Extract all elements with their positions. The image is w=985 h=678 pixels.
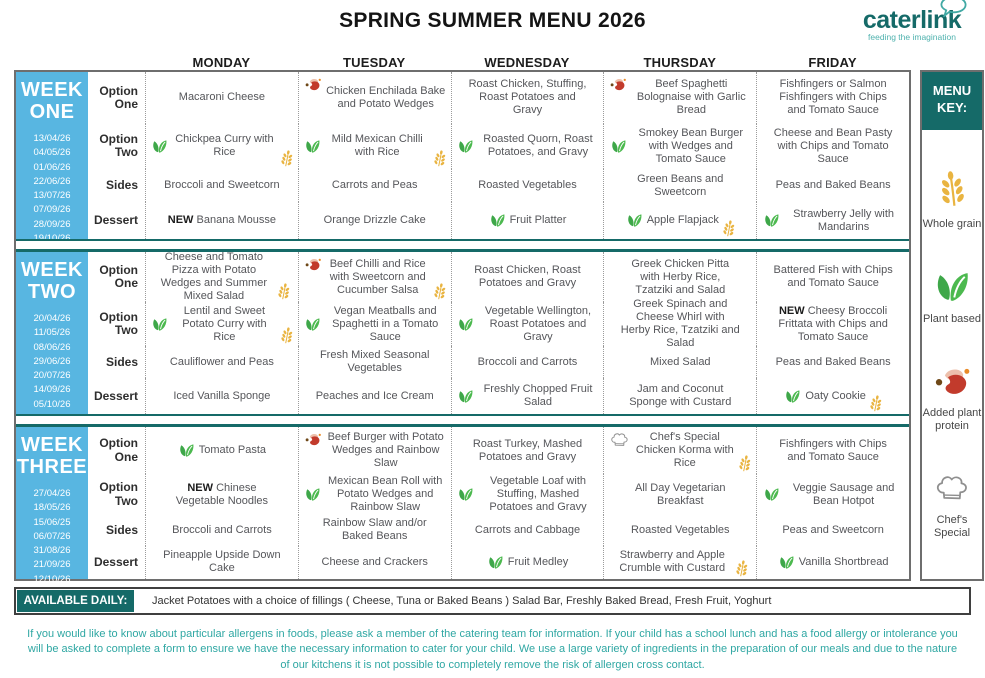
week-date: 01/06/26 xyxy=(33,161,71,173)
menu-grid xyxy=(14,70,911,585)
menu-item-text: Jam and Coconut Sponge with Custard xyxy=(629,383,732,409)
menu-key-item xyxy=(922,472,982,540)
menu-cell xyxy=(756,346,909,378)
available-daily-bar xyxy=(14,587,971,615)
plant-based-icon xyxy=(489,213,506,228)
menu-item-text: Greek Chicken Pitta with Herby Rice, Tzatziki and Salad xyxy=(631,257,730,296)
menu-cell xyxy=(756,427,909,474)
menu-item-text: Beef Chilli and Rice with Sweetcorn and Cucumber Salsa xyxy=(329,257,426,296)
page-title: SPRING SUMMER MENU 2026 xyxy=(339,9,646,32)
menu-item-text: Fishfingers with Chips and Tomato Sauce xyxy=(779,437,887,463)
menu-item-text: Roast Chicken, Roast Potatoes and Gravy xyxy=(474,264,581,290)
plant-based-icon xyxy=(304,317,321,332)
plant-based-icon xyxy=(487,555,504,570)
menu-item-text: Chef's Special Chicken Korma with Rice xyxy=(635,431,734,470)
row-label: Option Two xyxy=(99,132,138,160)
added-plant-protein-icon xyxy=(932,365,972,398)
menu-cell xyxy=(145,252,298,302)
plant-based-icon xyxy=(178,443,195,458)
menu-key-label: Whole grain xyxy=(922,217,982,230)
menu-item-text: Chicken Enchilada Bake and Potato Wedges xyxy=(326,84,446,110)
menu-cell xyxy=(298,427,451,474)
menu-cell xyxy=(451,427,604,474)
menu-item-text: Orange Drizzle Cake xyxy=(323,214,426,227)
menu-item-text: NEW Banana Mousse xyxy=(167,214,277,227)
menu-cell xyxy=(756,72,909,124)
week-date: 06/07/26 xyxy=(33,530,71,542)
plant-based-icon xyxy=(778,555,795,570)
week-date: 21/09/26 xyxy=(33,559,71,571)
menu-cell xyxy=(145,515,298,545)
menu-cell xyxy=(298,378,451,414)
menu-cell xyxy=(145,378,298,414)
menu-key-label: Chef's Special xyxy=(933,513,971,539)
week-dates xyxy=(16,132,88,246)
menu-item-text: Carrots and Peas xyxy=(331,179,418,192)
menu-cell xyxy=(145,169,298,202)
plant-based-icon xyxy=(610,139,627,154)
menu-cell xyxy=(451,546,604,579)
menu-key-item xyxy=(923,270,981,326)
menu-item-text: Roast Turkey, Mashed Potatoes and Gravy xyxy=(472,437,583,463)
plant-based-icon xyxy=(457,139,474,154)
week-title-line: ONE xyxy=(29,101,75,123)
row-label: Sides xyxy=(105,354,138,369)
menu-item-text: NEW Cheesy Broccoli Frittata with Chips and Tomato Sauce xyxy=(778,304,888,343)
week-panel xyxy=(16,72,88,239)
menu-item-text: Broccoli and Carrots xyxy=(477,355,578,368)
menu-cell xyxy=(298,474,451,515)
week-grid xyxy=(88,252,909,414)
menu-item-text: Mexican Bean Roll with Potato Wedges and Rainbow Slaw xyxy=(328,475,443,514)
menu-key-label: Plant based xyxy=(922,312,982,325)
plant-based-icon xyxy=(151,139,168,154)
menu-item-text: Vegetable Wellington, Roast Potatoes and Gravy xyxy=(484,304,592,343)
week-date: 15/06/25 xyxy=(33,516,71,528)
row-label: Option One xyxy=(99,436,138,464)
menu-item-text: Strawberry Jelly with Mandarins xyxy=(793,207,895,233)
speech-bubble-icon xyxy=(940,0,967,17)
week-panel xyxy=(16,427,88,585)
menu-key-item xyxy=(922,365,982,433)
menu-cell xyxy=(756,124,909,169)
whole-grain-icon xyxy=(868,394,883,413)
menu-item-text: Carrots and Cabbage xyxy=(474,523,581,536)
menu-cell xyxy=(451,346,604,378)
week-date: 05/10/26 xyxy=(33,398,71,410)
menu-cell xyxy=(756,169,909,202)
menu-cell xyxy=(603,515,756,545)
new-item-badge: NEW xyxy=(778,304,808,317)
menu-key-title: MENU KEY: xyxy=(922,72,982,130)
menu-item-text: Veggie Sausage and Bean Hotpot xyxy=(792,481,895,507)
week-title-line: THREE xyxy=(16,456,88,478)
row-label: Option One xyxy=(99,83,138,111)
added-plant-protein-icon xyxy=(304,77,322,92)
menu-cell xyxy=(451,474,604,515)
menu-cell xyxy=(145,427,298,474)
chefs-special-icon xyxy=(609,431,630,449)
week-panel xyxy=(16,252,88,414)
whole-grain-icon xyxy=(937,167,967,209)
week-date: 31/08/26 xyxy=(33,545,71,556)
menu-item-text: Cheese and Bean Pasty with Chips and Tomato Sauce xyxy=(773,126,893,165)
whole-grain-icon xyxy=(735,559,750,578)
menu-item-text: Iced Vanilla Sponge xyxy=(173,389,271,402)
menu-item-text: All Day Vegetarian Breakfast xyxy=(635,481,726,507)
row-label: Sides xyxy=(105,177,138,192)
added-plant-protein-icon xyxy=(304,432,322,447)
menu-item-text: Roasted Quorn, Roast Potatoes, and Gravy xyxy=(483,133,593,159)
plant-based-icon xyxy=(626,213,643,228)
logo-tagline: feeding the imagination xyxy=(868,32,956,42)
menu-cell xyxy=(451,72,604,124)
menu-cell xyxy=(756,546,909,579)
whole-grain-icon xyxy=(432,282,447,301)
menu-cell xyxy=(145,346,298,378)
menu-item-text: NEW Chinese Vegetable Noodles xyxy=(175,481,269,507)
week-date: 20/04/26 xyxy=(33,313,71,324)
menu-cell xyxy=(603,378,756,414)
menu-item-text: Peas and Baked Beans xyxy=(775,355,891,368)
menu-item-text: Greek Spinach and Cheese Whirl with Herby Rice, Tzatziki and Salad xyxy=(620,298,740,350)
menu-item-text: Fishfingers or Salmon Fishfingers with Chips and Tomato Sauce xyxy=(779,78,887,117)
whole-grain-icon xyxy=(721,219,736,238)
week-date: 12/10/26 xyxy=(33,573,71,585)
menu-cell xyxy=(298,302,451,346)
week-grid xyxy=(88,72,909,239)
plant-based-icon xyxy=(304,487,321,502)
menu-item-text: Beef Burger with Potato Wedges and Rainbow Slaw xyxy=(327,431,444,470)
plant-based-icon xyxy=(784,389,801,404)
week-date: 29/06/26 xyxy=(33,355,71,367)
menu-item-text: Beef Spaghetti Bolognaise with Garlic Bread xyxy=(636,78,746,117)
day-header: FRIDAY xyxy=(808,55,857,70)
week-dates xyxy=(16,487,88,587)
menu-cell xyxy=(298,72,451,124)
week-dates xyxy=(16,312,88,412)
plant-based-icon xyxy=(932,270,972,304)
menu-cell xyxy=(451,252,604,302)
menu-cell xyxy=(603,298,756,350)
menu-cell xyxy=(603,202,756,239)
week-divider xyxy=(16,414,909,427)
day-header: TUESDAY xyxy=(343,55,406,70)
day-header: MONDAY xyxy=(192,55,251,70)
week-date: 13/07/26 xyxy=(33,190,71,201)
menu-item-text: Vanilla Shortbread xyxy=(798,555,889,568)
menu-item-text: Rainbow Slaw and/or Baked Beans xyxy=(322,517,427,543)
week-title-line: WEEK xyxy=(21,79,83,101)
row-label: Dessert xyxy=(93,388,138,403)
menu-cell xyxy=(298,546,451,579)
week-block xyxy=(16,72,909,239)
menu-cell xyxy=(145,202,298,239)
menu-item-text: Battered Fish with Chips and Tomato Sauce xyxy=(773,264,893,290)
menu-cell xyxy=(603,546,756,579)
menu-cell xyxy=(451,378,604,414)
menu-item-text: Freshly Chopped Fruit Salad xyxy=(483,383,593,409)
menu-cell xyxy=(145,302,298,346)
menu-item-text: Peaches and Ice Cream xyxy=(315,389,434,402)
menu-item-text: Fruit Platter xyxy=(509,214,567,227)
week-title xyxy=(16,434,88,478)
menu-cell xyxy=(756,252,909,302)
menu-item-text: Roasted Vegetables xyxy=(478,179,577,192)
week-title-line: WEEK xyxy=(21,259,83,281)
menu-key-item xyxy=(923,169,982,231)
menu-cell xyxy=(298,202,451,239)
plant-based-icon xyxy=(457,317,474,332)
menu-item-text: Peas and Sweetcorn xyxy=(782,523,884,536)
menu-key-label: Added plant protein xyxy=(922,406,982,432)
menu-cell xyxy=(756,515,909,545)
menu-cell xyxy=(451,124,604,169)
menu-cell xyxy=(298,124,451,169)
menu-item-text: Mixed Salad xyxy=(650,355,711,368)
menu-cell xyxy=(603,72,756,124)
menu-item-text: Roasted Vegetables xyxy=(631,523,730,536)
week-date: 20/07/26 xyxy=(33,370,71,381)
menu-key-items xyxy=(922,130,982,579)
day-header: WEDNESDAY xyxy=(484,55,570,70)
row-label: Option One xyxy=(99,262,138,291)
week-block xyxy=(16,427,909,585)
menu-item-text: Vegan Meatballs and Spaghetti in a Tomato Sauce xyxy=(332,304,439,343)
week-title xyxy=(16,259,88,303)
menu-item-text: Broccoli and Carrots xyxy=(172,523,272,536)
row-label: Sides xyxy=(105,522,138,537)
week-divider xyxy=(16,239,909,252)
menu-cell xyxy=(298,169,451,202)
menu-item-text: Tomato Pasta xyxy=(198,444,267,457)
menu-item-text: Oaty Cookie xyxy=(805,389,866,402)
new-item-badge: NEW xyxy=(187,481,217,494)
day-header: THURSDAY xyxy=(643,55,717,70)
menu-item-text: Vegetable Loaf with Stuffing, Mashed Potatoes and Gravy xyxy=(489,475,587,514)
menu-cell xyxy=(756,302,909,346)
menu-item-text: Cheese and Tomato Pizza with Potato Wedges and Summer Mixed Salad xyxy=(160,251,267,303)
available-daily-label: AVAILABLE DAILY: xyxy=(17,590,134,612)
week-date: 28/09/26 xyxy=(33,218,71,230)
week-date: 13/04/26 xyxy=(33,133,71,144)
row-label: Dessert xyxy=(93,213,138,227)
menu-cell xyxy=(756,474,909,515)
menu-item-text: Strawberry and Apple Crumble with Custard xyxy=(619,549,726,575)
whole-grain-icon xyxy=(276,282,291,301)
menu-item-text: Macaroni Cheese xyxy=(178,91,265,104)
menu-item-text: Fruit Medley xyxy=(507,555,569,568)
menu-cell xyxy=(298,346,451,378)
week-title xyxy=(16,79,88,123)
day-header-row xyxy=(145,55,909,70)
plant-based-icon xyxy=(304,139,321,154)
menu-item-text: Broccoli and Sweetcorn xyxy=(164,179,280,192)
menu-cell xyxy=(298,252,451,302)
menu-cell xyxy=(145,546,298,579)
plant-based-icon xyxy=(457,487,474,502)
menu-item-text: Green Beans and Sweetcorn xyxy=(637,172,724,198)
week-date: 04/05/26 xyxy=(33,147,71,159)
new-item-badge: NEW xyxy=(167,214,197,227)
menu-item-text: Cheese and Crackers xyxy=(321,555,428,568)
week-block xyxy=(16,252,909,414)
row-label: Dessert xyxy=(93,554,138,569)
menu-cell xyxy=(603,474,756,515)
available-daily-text: Jacket Potatoes with a choice of fillings ( Cheese, Tuna or Baked Beans ) Salad Bar, Freshly Baked Bread, Fresh Fruit, Yoghurt xyxy=(152,595,772,607)
menu-key-panel xyxy=(920,70,984,581)
menu-item-text: Apple Flapjack xyxy=(646,214,719,227)
menu-item-text: Cauliflower and Peas xyxy=(169,355,274,368)
plant-based-icon xyxy=(151,317,168,332)
menu-item-text: Fresh Mixed Seasonal Vegetables xyxy=(319,349,430,375)
whole-grain-icon xyxy=(432,149,447,168)
week-date: 07/09/26 xyxy=(33,204,71,216)
menu-item-text: Lentil and Sweet Potato Curry with Rice xyxy=(182,304,267,343)
menu-cell xyxy=(145,474,298,515)
menu-item-text: Roast Chicken, Stuffing, Roast Potatoes and Gravy xyxy=(468,78,587,117)
menu-cell xyxy=(451,515,604,545)
added-plant-protein-icon xyxy=(609,77,627,92)
menu-cell xyxy=(603,427,756,474)
menu-cell xyxy=(298,515,451,545)
menu-cell xyxy=(451,169,604,202)
menu-cell xyxy=(756,202,909,239)
week-title-line: TWO xyxy=(27,281,77,303)
caterlink-logo xyxy=(853,6,971,42)
menu-cell xyxy=(451,302,604,346)
row-label: Option Two xyxy=(99,480,138,508)
week-date: 22/06/26 xyxy=(33,175,71,187)
week-date: 27/04/26 xyxy=(33,488,71,499)
menu-item-text: Smokey Bean Burger with Wedges and Tomato Sauce xyxy=(638,126,744,165)
plant-based-icon xyxy=(457,389,474,404)
week-date: 14/09/26 xyxy=(33,384,71,396)
whole-grain-icon xyxy=(738,454,753,473)
menu-cell xyxy=(756,378,909,414)
menu-item-text: Pineapple Upside Down Cake xyxy=(163,549,281,575)
week-date: 11/05/26 xyxy=(33,327,71,339)
week-grid xyxy=(88,427,909,579)
row-label: Option Two xyxy=(99,309,138,338)
chefs-special-icon xyxy=(932,472,972,505)
menu-item-text: Chickpea Curry with Rice xyxy=(175,133,274,159)
menu-cell xyxy=(451,202,604,239)
menu-item-text: Mild Mexican Chilli with Rice xyxy=(331,133,423,159)
menu-cell xyxy=(603,346,756,378)
menu-item-text: Peas and Baked Beans xyxy=(775,179,891,192)
menu-cell xyxy=(145,72,298,124)
allergen-footer-note: If you would like to know about particular allergens in foods, please ask a member of the catering team for information. If your child has a school lunch and has a food allergy or intolerance you will be asked to complete a form to ensure we have the necessary information to cater for your child. We use a large variety of ingredients in the preparation of our meals and due to the nature of our kitchens it is not possible to completely remove the risk of allergen cross contact. xyxy=(27,628,958,671)
logo-wordmark: caterlink xyxy=(862,6,962,34)
menu-cell xyxy=(145,124,298,169)
plant-based-icon xyxy=(763,213,780,228)
whole-grain-icon xyxy=(279,326,294,345)
menu-cell xyxy=(603,169,756,202)
whole-grain-icon xyxy=(279,149,294,168)
week-title-line: WEEK xyxy=(21,434,83,456)
plant-based-icon xyxy=(763,487,780,502)
menu-cell xyxy=(603,252,756,302)
added-plant-protein-icon xyxy=(304,257,322,272)
week-date: 08/06/26 xyxy=(33,341,71,353)
menu-cell xyxy=(603,124,756,169)
week-date: 18/05/26 xyxy=(33,502,71,514)
